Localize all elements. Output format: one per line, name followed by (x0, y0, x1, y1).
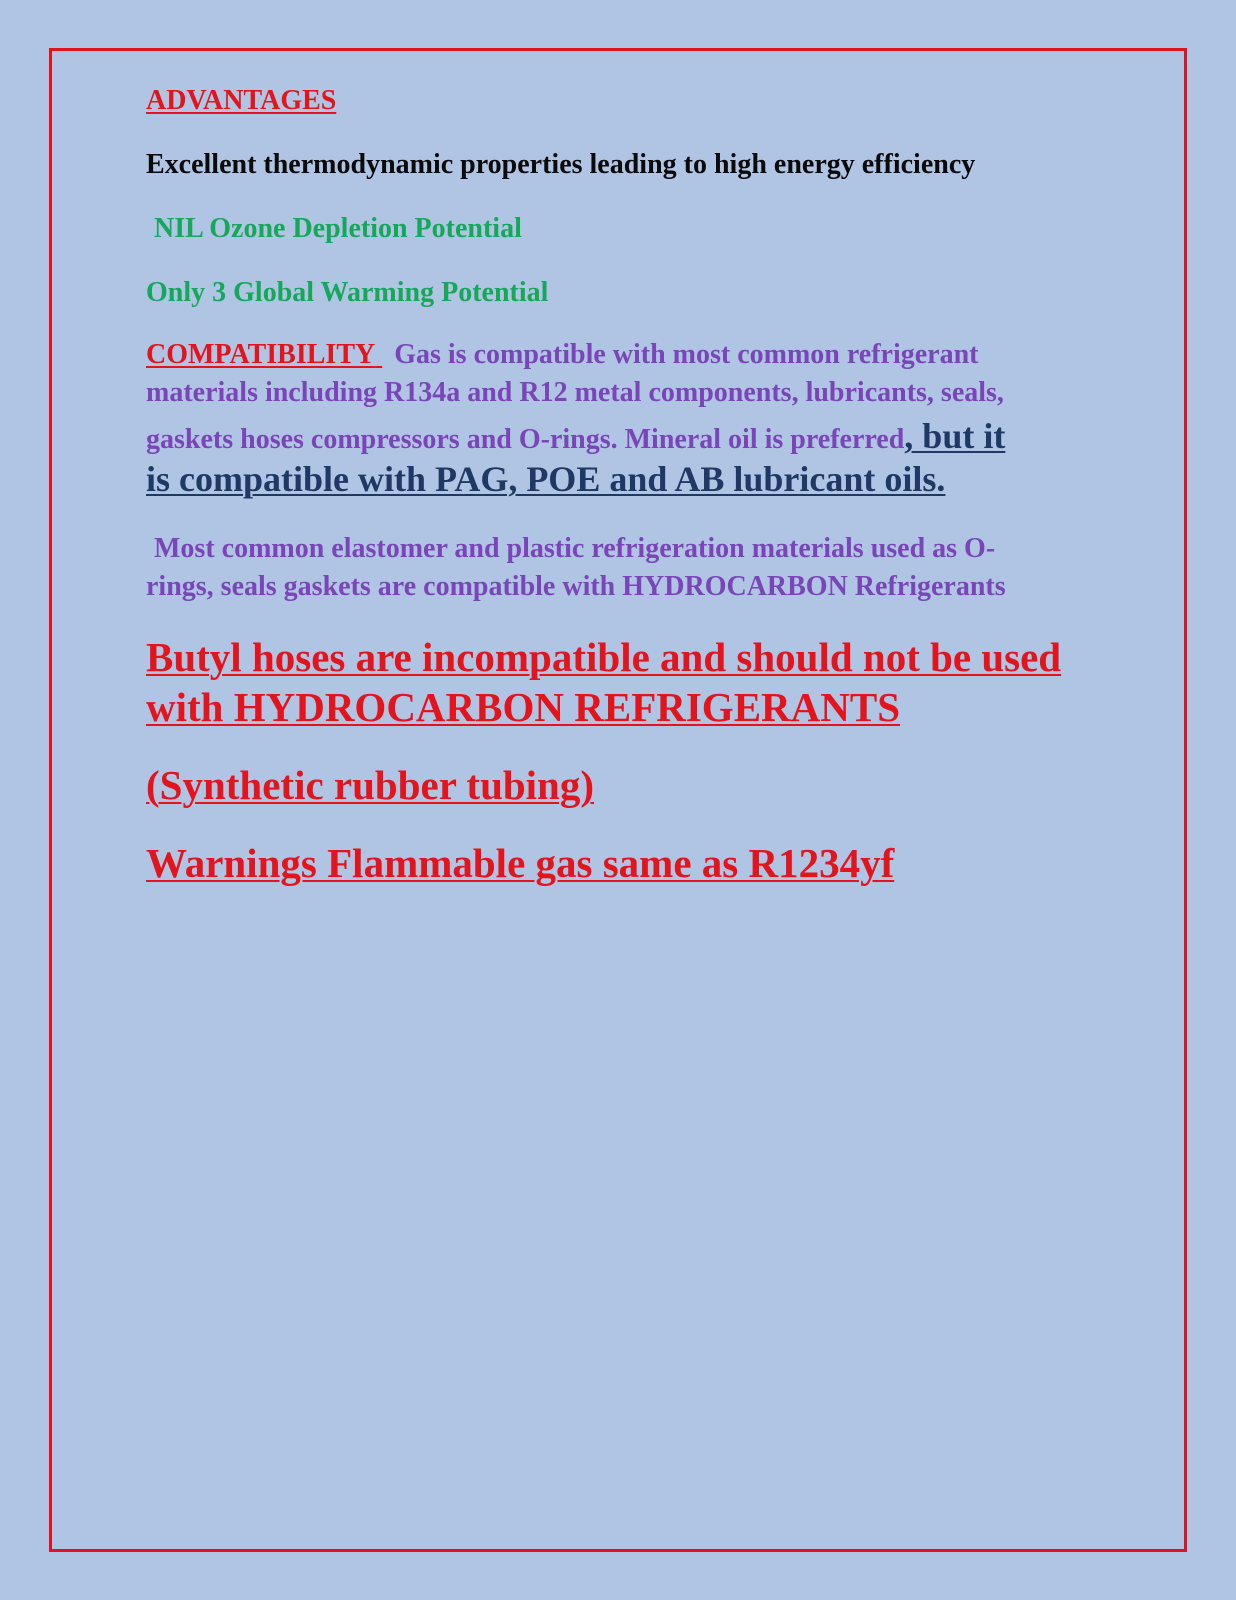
compatibility-line-3 (146, 412, 1005, 456)
efficiency-line: Excellent thermodynamic properties leading to high energy efficiency (146, 149, 976, 180)
elastomer-paragraph (146, 530, 1006, 606)
compatibility-line-4: is compatible with PAG, POE and AB lubricant oils. (146, 459, 946, 499)
advantages-heading: ADVANTAGES (146, 85, 337, 116)
compatibility-tail: , but it (904, 416, 1006, 456)
compatibility-heading: COMPATIBILITY (146, 339, 376, 370)
elastomer-line-1: Most common elastomer and plastic refrigeration materials used as O- (154, 533, 996, 564)
compatibility-paragraph (146, 336, 1005, 502)
ozone-line: NIL Ozone Depletion Potential (154, 213, 522, 244)
gwp-line: Only 3 Global Warming Potential (146, 277, 549, 308)
flammable-warning: Warnings Flammable gas same as R1234yf (146, 840, 895, 886)
compatibility-text-1: Gas is compatible with most common refrigerant (394, 339, 979, 370)
elastomer-line-2: rings, seals gaskets are compatible with HYDROCARBON Refrigerants (146, 571, 1006, 602)
compatibility-line-2: materials including R134a and R12 metal components, lubricants, seals, (146, 377, 1004, 408)
compatibility-line-1 (146, 336, 1005, 374)
compatibility-text-3: gaskets hoses compressors and O-rings. Mineral oil is preferred (146, 424, 905, 455)
butyl-warning (146, 632, 1061, 732)
butyl-line-2: with HYDROCARBON REFRIGERANTS (146, 684, 901, 730)
synthetic-rubber-line: (Synthetic rubber tubing) (146, 762, 595, 808)
butyl-line-1: Butyl hoses are incompatible and should not be used (146, 634, 1062, 680)
